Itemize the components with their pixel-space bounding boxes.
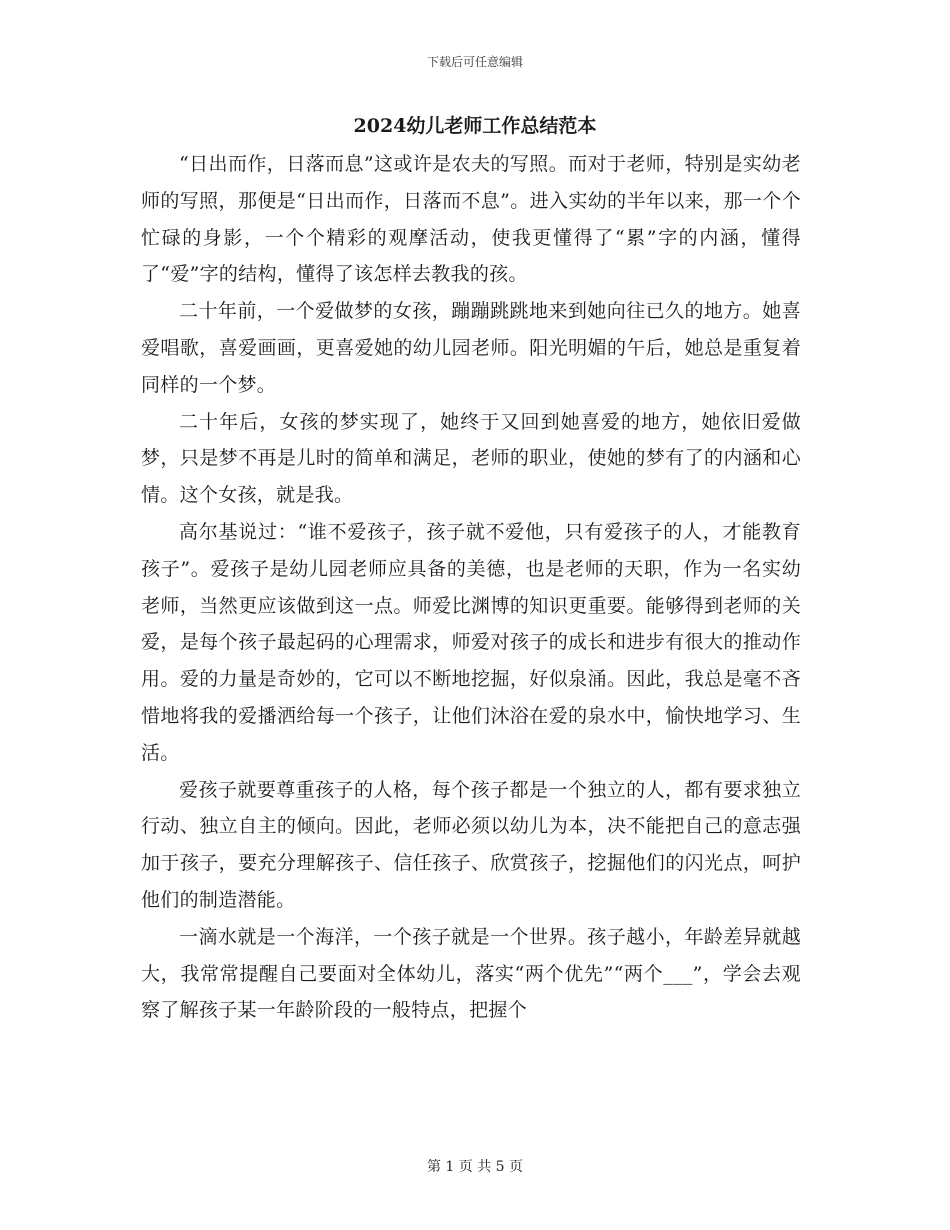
document-body xyxy=(141,146,801,1029)
page-header-note: 下载后可任意编辑 xyxy=(426,55,523,69)
document-title: 2024幼儿老师工作总结范本 xyxy=(353,115,597,137)
paragraph-4: 高尔基说过：“谁不爱孩子，孩子就不爱他，只有爱孩子的人，才能教育孩子”。爱孩子是幼儿园老师应具备的美德，也是老师的天职，作为一名实幼老师，当然更应该做到这一点。师爱比渊博的知识更重要。能够得到老师的关爱，是每个孩子最起码的心理需求，师爱对孩子的成长和进步有很大的推动作用。爱的力量是奇妙的，它可以不断地挖掘，好似泉涌。因此，我总是毫不吝惜地将我的爱播洒给每一个孩子，让他们沐浴在爱的泉水中，愉快地学习、生活。 xyxy=(141,520,801,764)
paragraph-6: 一滴水就是一个海洋，一个孩子就是一个世界。孩子越小，年龄差异就越大，我常常提醒自己要面对全体幼儿，落实“两个优先”“两个___”，学会去观察了解孩子某一年龄阶段的一般特点，把握个 xyxy=(141,925,801,1022)
paragraph-2: 二十年前，一个爱做梦的女孩，蹦蹦跳跳地来到她向往已久的地方。她喜爱唱歌，喜爱画画，更喜爱她的幼儿园老师。阳光明媚的午后，她总是重复着同样的一个梦。 xyxy=(141,300,801,396)
page-number-footer: 第 1 页 共 5 页 xyxy=(426,1159,524,1175)
paragraph-1: “日出而作，日落而息”这或许是农夫的写照。而对于老师，特别是实幼老师的写照，那便是“日出而作，日落而不息”。进入实幼的半年以来，那一个个忙碌的身影，一个个精彩的观摩活动，使我更懂得了“累”字的内涵，懂得了“爱”字的结构，懂得了该怎样去教我的孩。 xyxy=(141,153,801,286)
paragraph-5: 爱孩子就要尊重孩子的人格，每个孩子都是一个独立的人，都有要求独立行动、独立自主的倾向。因此，老师必须以幼儿为本，决不能把自己的意志强加于孩子，要充分理解孩子、信任孩子、欣赏孩子，挖掘他们的闪光点，呵护他们的制造潜能。 xyxy=(141,778,801,911)
paragraph-3: 二十年后，女孩的梦实现了，她终于又回到她喜爱的地方，她依旧爱做梦，只是梦不再是儿时的简单和满足，老师的职业，使她的梦有了的内涵和心情。这个女孩，就是我。 xyxy=(141,410,801,507)
